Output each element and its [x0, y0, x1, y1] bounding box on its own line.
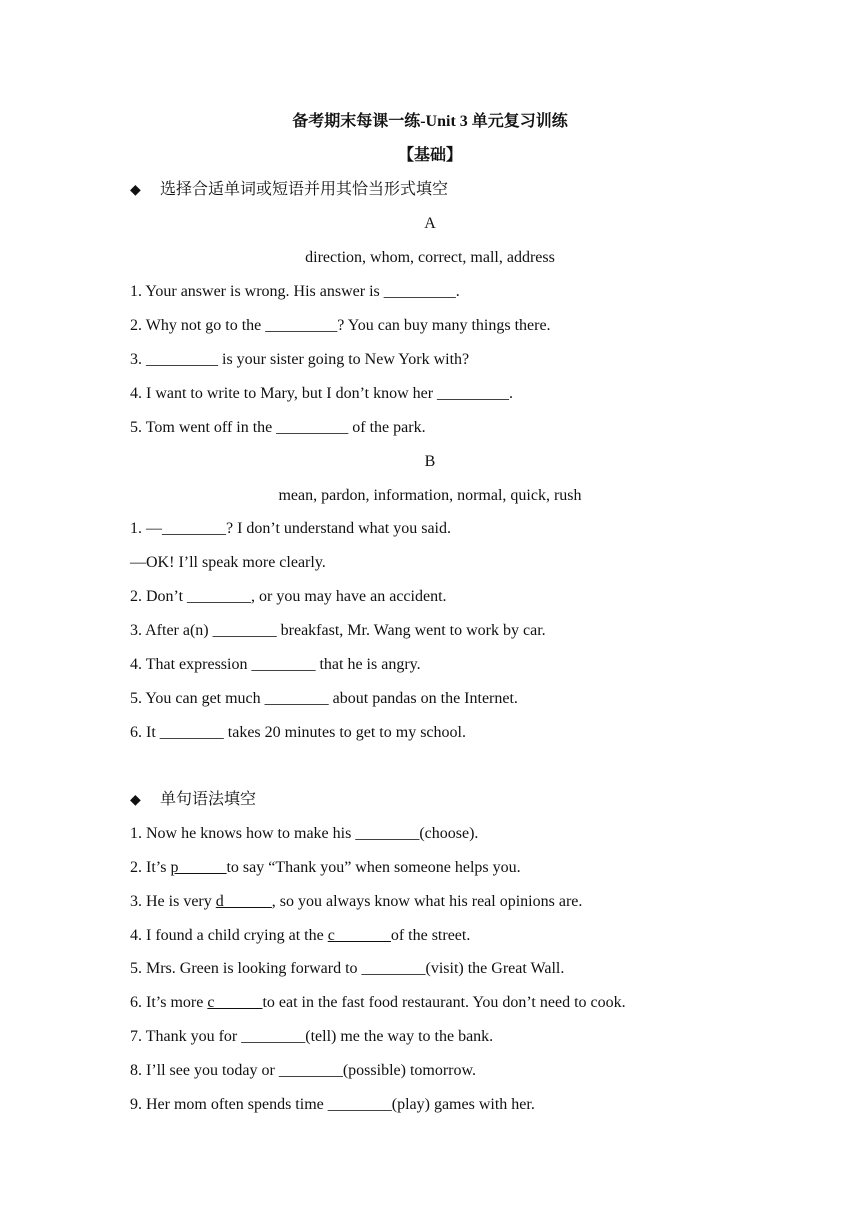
part-a-word-bank: direction, whom, correct, mall, address — [305, 249, 555, 266]
part-b-item: 2. Don’t ________, or you may have an accident. — [130, 588, 447, 605]
hint-blank: c_______ — [327, 927, 391, 944]
part-b-word-bank: mean, pardon, information, normal, quick, rush — [278, 487, 582, 504]
grammar-item: 6. It’s more c______to eat in the fast food restaurant. You don’t need to cook. — [130, 994, 626, 1011]
grammar-item: 1. Now he knows how to make his ________(choose). — [130, 825, 479, 842]
grammar-item: 7. Thank you for ________(tell) me the way to the bank. — [130, 1028, 494, 1045]
document-subtitle: 【基础】 — [397, 147, 462, 164]
part-b-label: B — [424, 453, 436, 470]
part-a-label: A — [424, 215, 436, 232]
diamond-bullet-icon: ◆ — [130, 183, 141, 198]
hint-blank: p______ — [170, 859, 227, 876]
part-b-item: —OK! I’ll speak more clearly. — [130, 554, 326, 571]
part-a-item: 1. Your answer is wrong. His answer is _________. — [130, 283, 460, 300]
section1-heading-row — [130, 180, 820, 201]
section2-heading-row — [130, 790, 820, 811]
section1-heading: 选择合适单词或短语并用其恰当形式填空 — [160, 181, 449, 198]
part-a-item: 2. Why not go to the _________? You can buy many things there. — [130, 317, 551, 334]
grammar-item: 9. Her mom often spends time ________(play) games with her. — [130, 1096, 535, 1113]
grammar-item: 3. He is very d______, so you always know what his real opinions are. — [130, 893, 583, 910]
part-a-item: 5. Tom went off in the _________ of the park. — [130, 419, 426, 436]
grammar-item: 5. Mrs. Green is looking forward to ________(visit) the Great Wall. — [130, 960, 565, 977]
part-b-item: 4. That expression ________ that he is angry. — [130, 656, 421, 673]
part-b-item: 3. After a(n) ________ breakfast, Mr. Wang went to work by car. — [130, 622, 546, 639]
part-a-item: 4. I want to write to Mary, but I don’t know her _________. — [130, 385, 514, 402]
hint-blank: d______ — [215, 893, 272, 910]
document-title: 备考期末每课一练-Unit 3 单元复习训练 — [292, 113, 568, 130]
part-b-item: 5. You can get much ________ about pandas on the Internet. — [130, 690, 518, 707]
grammar-item: 4. I found a child crying at the c_______of the street. — [130, 927, 471, 944]
part-b-item: 1. —________? I don’t understand what you said. — [130, 520, 451, 537]
diamond-bullet-icon: ◆ — [130, 793, 141, 808]
grammar-item: 8. I’ll see you today or ________(possible) tomorrow. — [130, 1062, 477, 1079]
part-b-item: 6. It ________ takes 20 minutes to get to my school. — [130, 724, 466, 741]
grammar-item: 2. It’s p______to say “Thank you” when someone helps you. — [130, 859, 521, 876]
hint-blank: c______ — [207, 994, 263, 1011]
section2-heading: 单句语法填空 — [160, 791, 257, 808]
part-a-item: 3. _________ is your sister going to New York with? — [130, 351, 470, 368]
